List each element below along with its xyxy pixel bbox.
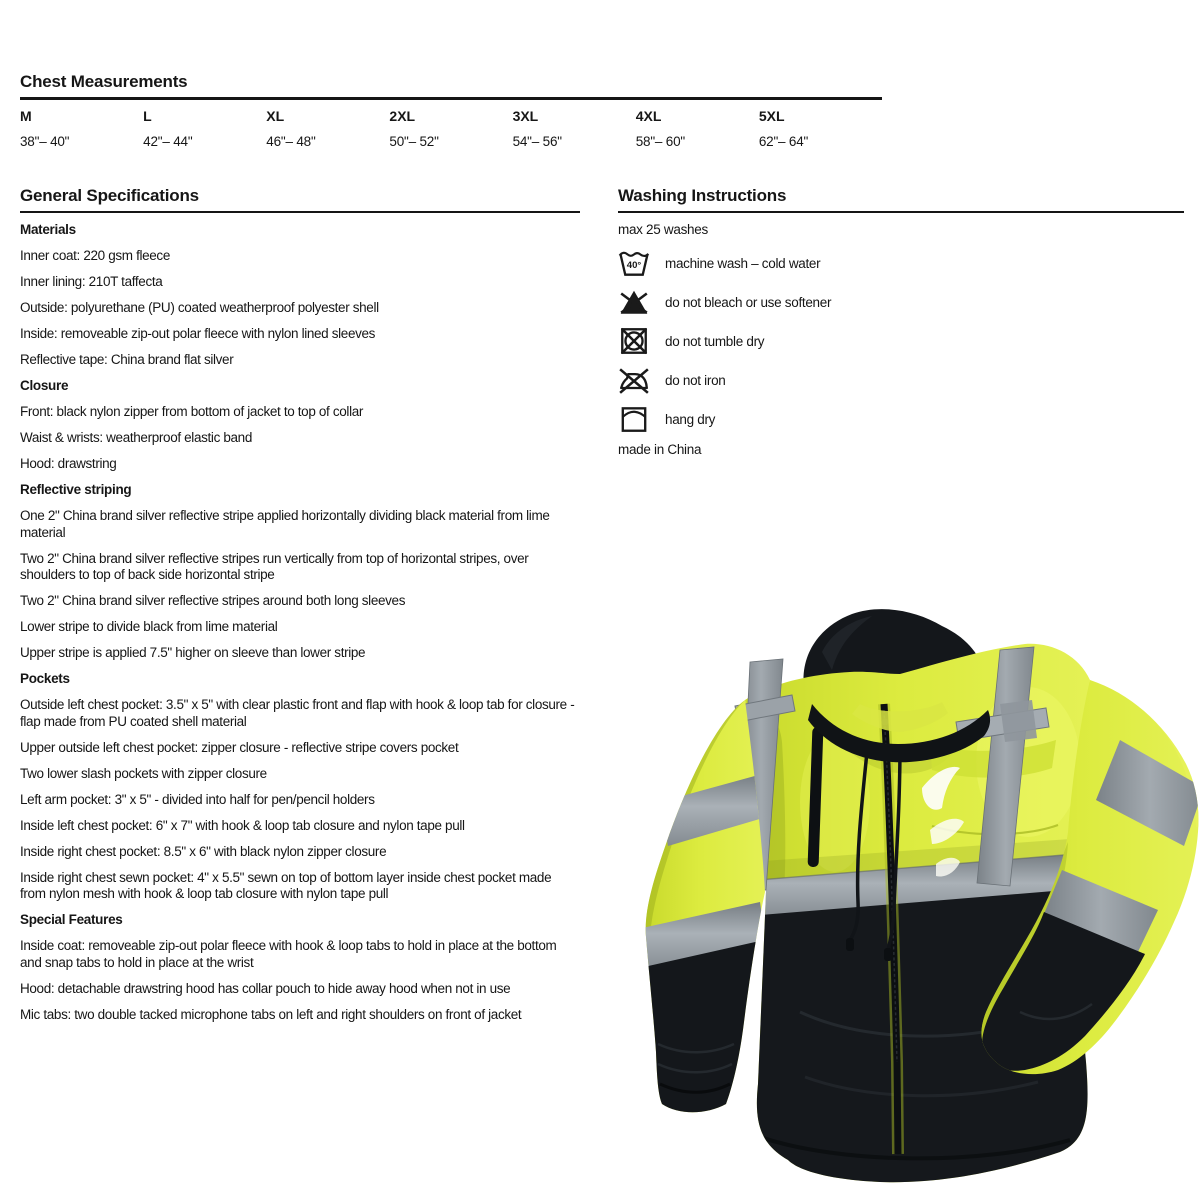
chest-size-header: 3XL (512, 108, 539, 124)
spec-subheading: Pockets (20, 671, 70, 686)
washing-label: do not tumble dry (665, 333, 765, 349)
chest-size-header: 4XL (635, 108, 662, 124)
spec-item: Outside: polyurethane (PU) coated weatherproof polyester shell (20, 300, 379, 315)
do-not-bleach-icon (618, 286, 650, 318)
washing-list (618, 247, 1184, 435)
spec-item: Waist & wrists: weatherproof elastic band (20, 430, 252, 445)
spec-item: Inside coat: removeable zip-out polar fleece with hook & loop tabs to hold in place at the bottom and snap tabs to hold in place at the wrist (20, 938, 557, 970)
chest-size-header: XL (266, 108, 285, 124)
spec-item: Left arm pocket: 3" x 5" - divided into half for pen/pencil holders (20, 791, 375, 807)
chest-size-header: L (143, 108, 152, 124)
chest-size-range: 50"– 52" (389, 134, 439, 149)
washing-row (618, 247, 1184, 279)
spec-item: Inside left chest pocket: 6" x 7" with hook & loop tab closure and nylon tape pull (20, 817, 465, 833)
spec-subheading: Reflective striping (20, 482, 132, 497)
spec-item: Inside right chest sewn pocket: 4" x 5.5" sewn on top of bottom layer inside chest pocket made from nylon mesh with hook & loop tab closure with nylon tape pull (20, 869, 552, 901)
drawstring-toggle (846, 938, 854, 951)
do-not-tumble-dry-icon (618, 325, 650, 357)
washing-row (618, 364, 1184, 396)
spec-item: Upper outside left chest pocket: zipper closure - reflective stripe covers pocket (20, 739, 459, 755)
spec-item: Hood: drawstring (20, 456, 117, 471)
general-specifications-section (20, 186, 580, 1033)
chest-size-range: 42"– 44" (143, 134, 193, 149)
chest-size-range: 58"– 60" (635, 134, 685, 149)
section-divider (20, 211, 580, 213)
spec-item: Lower stripe to divide black from lime material (20, 619, 278, 634)
svg-text:40°: 40° (626, 259, 642, 271)
spec-subheading: Special Features (20, 912, 123, 927)
chest-size-header: M (20, 108, 32, 124)
left-sleeve-black (640, 940, 764, 1122)
chest-size-range: 38"– 40" (20, 134, 70, 149)
washing-label: hang dry (665, 411, 716, 427)
chest-size-header: 2XL (389, 108, 416, 124)
spec-item: Two lower slash pockets with zipper closure (20, 765, 267, 781)
washing-row (618, 403, 1184, 435)
chest-size-range: 46"– 48" (266, 134, 316, 149)
chest-size-range: 62"– 64" (758, 134, 809, 149)
machine-wash-icon (618, 247, 650, 279)
washing-row (618, 286, 1184, 318)
spec-item: Two 2" China brand silver reflective stripes around both long sleeves (20, 593, 406, 608)
chest-size-range: 54"– 56" (512, 134, 562, 149)
spec-item: Inner coat: 220 gsm fleece (20, 248, 170, 263)
drawstring-toggle (884, 948, 892, 961)
spec-item: Inside: removeable zip-out polar fleece with nylon lined sleeves (20, 326, 376, 341)
washing-intro: max 25 washes (618, 222, 708, 237)
spec-item: Hood: detachable drawstring hood has collar pouch to hide away hood when not in use (20, 980, 511, 996)
mic-tab-right-fold (1000, 700, 1037, 742)
spec-item: Inside right chest pocket: 8.5" x 6" with black nylon zipper closure (20, 843, 387, 859)
chest-size-value-row (20, 134, 882, 149)
washing-instructions-section (618, 186, 1184, 457)
spec-subheading: Closure (20, 378, 69, 393)
general-specifications-title: General Specifications (20, 186, 199, 205)
washing-label: do not bleach or use softener (665, 294, 832, 310)
spec-item: Inner lining: 210T taffecta (20, 274, 163, 289)
made-in-label: made in China (618, 442, 702, 457)
jacket-left-sleeve (640, 700, 770, 1122)
washing-instructions-title: Washing Instructions (618, 186, 787, 205)
product-photo-jacket (600, 592, 1200, 1200)
chest-measurements-section (20, 72, 882, 149)
spec-item: Two 2" China brand silver reflective stripes run vertically from top of horizontal stripes, over shoulders to top of back side horizontal stripe (20, 550, 529, 582)
chest-measurements-title: Chest Measurements (20, 72, 188, 91)
spec-item: One 2" China brand silver reflective stripe applied horizontally dividing black material from lime material (20, 508, 550, 540)
chest-size-header-row (20, 108, 882, 124)
spec-subheading: Materials (20, 222, 76, 237)
hang-dry-icon (618, 403, 650, 435)
section-divider (618, 211, 1184, 213)
chest-size-header: 5XL (758, 108, 785, 124)
washing-row (618, 325, 1184, 357)
spec-item: Reflective tape: China brand flat silver (20, 352, 234, 367)
spec-item: Outside left chest pocket: 3.5" x 5" with clear plastic front and flap with hook & loop tab for closure - flap made from PU coated shell material (20, 697, 575, 729)
spec-item: Mic tabs: two double tacked microphone tabs on left and right shoulders on front of jacket (20, 1006, 522, 1022)
spec-item: Upper stripe is applied 7.5" higher on sleeve than lower stripe (20, 645, 366, 660)
section-divider (20, 97, 882, 100)
do-not-iron-icon (618, 364, 650, 396)
washing-label: do not iron (665, 372, 726, 388)
washing-label: machine wash – cold water (665, 255, 821, 271)
spec-list (20, 222, 580, 1023)
spec-item: Front: black nylon zipper from bottom of jacket to top of collar (20, 404, 364, 419)
